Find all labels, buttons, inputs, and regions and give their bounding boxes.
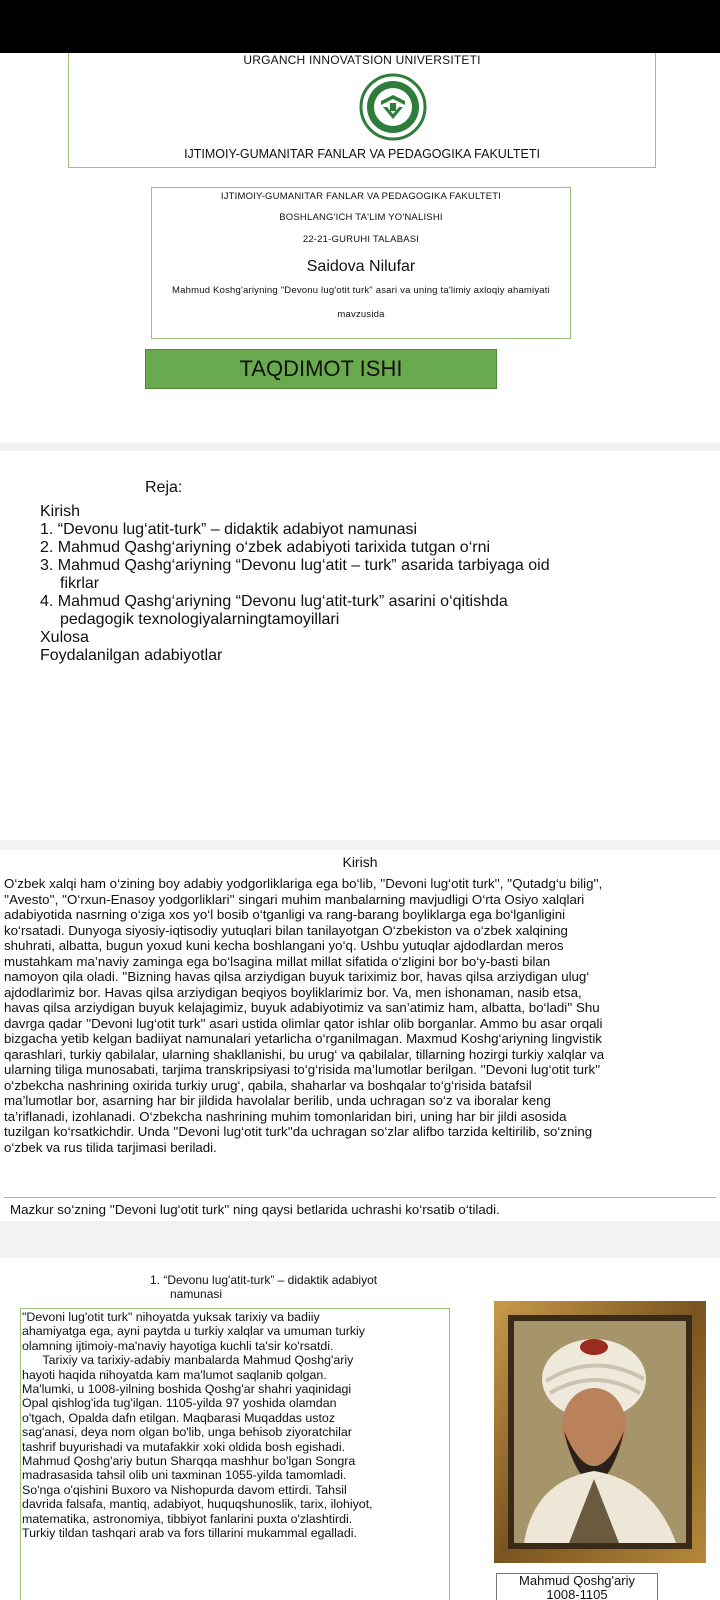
text-line: ajdodlarimiz bor. Havas qilsa arziydigan beqiyos boyliklarimiz bor. Va, men ishonaman, nasib etsa, [4, 984, 582, 1000]
caption-name: Mahmud Qoshg'ariy [519, 1573, 635, 1588]
text-line: davrga qadar ''Devoni lug‘otit turk'' asari ustida olimlar qator ishlar olib borganlar. Ammo bu asar orqali [4, 1015, 603, 1031]
list-item: Kirish [40, 503, 81, 520]
faculty-small: IJTIMOIY-GUMANITAR FANLAR VA PEDAGOGIKA FAKULTETI [220, 191, 502, 202]
university-name: URGANCH INNOVATSION UNIVERSITETI [243, 53, 481, 67]
direction: BOSHLANG'ICH TA'LIM YO'NALISHI [279, 212, 443, 223]
text-line: Tarixiy va tarixiy-adabiy manbalarda Mahmud Qoshg'ariy [22, 1353, 354, 1368]
text-line: tuzilgan ko‘rsatkichdir. Unda ''Devoni lug‘otit turk''da uchragan so‘zlar alifbo tarzida keltirilib, so‘zning [4, 1124, 593, 1139]
text-line: madrasasida tahsil olib uni taxminan 1055-yilda tamomladi. [22, 1468, 347, 1483]
text-line: namoyon qila oladi. ''Bizning havas qilsa arziydigan buyuk tariximiz bor, havas qilsa arziydigan ulug‘ [4, 969, 590, 984]
text-line: adabiyotida nasrning o‘ziga xos yo‘l bosib o‘tganligi va rang-barang boyliklarga ega bo‘lganligini [4, 907, 566, 922]
intro-last-line: Mazkur so‘zning ''Devoni lug‘otit turk'' ning qaysi betlarida uchrashi ko‘rsatib o‘tiladi. [10, 1202, 500, 1217]
section-heading-line-2: namunasi [170, 1287, 223, 1301]
text-line: ma’lumotlar bor, asarning har bir jildida havolalar berilib, unda uchragan so‘z va iboralar keng [4, 1093, 551, 1108]
faculty-name: IJTIMOIY-GUMANITAR FANLAR VA PEDAGOGIKA FAKULTETI [184, 147, 540, 161]
topic-line-2: mavzusida [337, 309, 385, 320]
slide-plan [0, 451, 720, 840]
section-heading [150, 1273, 450, 1301]
list-item: fikrlar [60, 575, 100, 592]
portrait-caption [496, 1573, 658, 1600]
list-item: pedagogik texnologiyalarningtamoyillari [60, 611, 340, 628]
student-name: Saidova Nilufar [306, 258, 416, 275]
slide-introduction [0, 850, 720, 1221]
text-line: "Devoni lug'otit turk" nihoyatda yuksak tarixiy va badiiy [22, 1310, 320, 1324]
text-line: davrida falsafa, mantiq, adabiyot, huquqshunoslik, tarix, ilohiyot, [22, 1497, 373, 1512]
text-line: shuhrati, albatta, bugun yoxud kuni kecha boshlangani yo‘q. Ushbu yutuqlar ajdodlardan meros [4, 938, 564, 953]
text-line: ko‘rsatadi. Dunyoga siyosiy-iqtisodiy yutuqlari bilan tanilayotgan O‘zbekiston va o‘zbek xalqining [4, 922, 568, 938]
intro-title: Kirish [342, 854, 378, 870]
list-item: 3. Mahmud Qashg‘ariyning “Devonu lug‘atit – turk” asarida tarbiyaga oid [40, 557, 550, 574]
intro-body [4, 876, 716, 1155]
text-line: bizgacha yetib kelgan badiiyat namunalari yetarlicha o‘rganilmagan. Maxmud Koshg‘ariyning lingvistik [4, 1031, 602, 1046]
caption-years: 1008-1105 [546, 1587, 608, 1600]
text-line: olamning ijtimoiy-ma'naviy hayotiga kuchli ta'sir ko'rsatdi. [22, 1338, 334, 1353]
university-logo-icon [359, 73, 427, 141]
text-line: ahamiyatga ega, ayni paytda u turkiy xalqlar va umuman turkiy [22, 1324, 365, 1339]
portrait-image [494, 1301, 706, 1563]
list-item: Xulosa [40, 629, 89, 646]
text-line: o'tgach, Opalda dafn etilgan. Maqbarasi Muqaddas ustoz [22, 1410, 336, 1425]
text-line: o‘zbekcha nashrining oxirida turkiy urug‘, qabila, shaharlar va boshqalar to‘g‘risida batafsil [4, 1077, 532, 1093]
text-line: So'nga o'qishini Buxoro va Nishopurda davom ettirdi. Tahsil [22, 1482, 347, 1497]
student-info-frame [151, 187, 571, 339]
presentation-title-button[interactable]: TAQDIMOT ISHI [145, 349, 497, 389]
slide-didactic [0, 1258, 720, 1600]
text-line: havas qilsa arziydigan buyuk kelajagimiz, buyuk adabiyotimiz va san’atimiz ham, albatta, bo‘ladi'' Shu [4, 1000, 600, 1015]
text-line: O‘zbek xalqi ham o‘zining boy adabiy yodgorliklariga ega bo‘lib, ''Devoni lug‘otit turk'', ''Qutadg‘u bilig'', [4, 876, 603, 891]
text-line: ta’riflanadi, izohlanadi. O‘zbekcha nashrining muhim tomonlaridan biri, uning har bir jildi asosida [4, 1108, 567, 1124]
topic-line-1: Mahmud Koshg'ariyning "Devonu lug'otit turk" asari va uning ta'limiy axloqiy ahamiyati [172, 285, 550, 296]
text-line: tashrif buyurishadi va mutafakkir xoki oldida bosh egishadi. [22, 1439, 346, 1454]
text-line: qarashlari, turkiy qabilalar, ularning shakllanishi, bu urug‘ va qabilalar, tillarning hozirgi turkiy xalqlar va [4, 1046, 605, 1062]
text-line: Turkiy tildan tashqari arab va fors tillarini mukammal egalladi. [22, 1526, 357, 1541]
group: 22-21-GURUHI TALABASI [302, 234, 420, 245]
slide-title [0, 53, 720, 443]
list-item: 1. “Devonu lug‘atit-turk” – didaktik adabiyot namunasi [40, 521, 418, 538]
text-line: mustahkam ma’naviy zaminga ega bo‘lsagina millat millat sifatida o‘zligini bor bo‘y-basti bilan [4, 953, 551, 969]
text-line: sag'anasi, deya nom olgan bo'lib, unga behisob ziyoratchilar [22, 1425, 352, 1440]
text-line: hayoti haqida nihoyatda kam ma'lumot saqlanib qolgan. [22, 1367, 327, 1382]
list-item: Foydalanilgan adabiyotlar [40, 647, 223, 664]
section-body [22, 1310, 462, 1541]
text-line: Opal qishlog'ida tug'ilgan. 1105-yilda 97 yoshida olamdan [22, 1396, 337, 1411]
plan-heading: Reja: [145, 479, 183, 496]
text-line: ularning tiliga munosabati, tarjima transkripsiyasi to‘g‘risida ma’lumotlar berilgan. ''Devoni lug‘otit turk'' [4, 1062, 601, 1077]
text-line: ''Avesto'', ''O‘rxun-Enasoy yodgorliklari'' singari muhim manbalarning mavjudligi O‘rta Osiyo xalqlari [4, 891, 585, 907]
text-line: o‘zbek va rus tilida tarjimasi beriladi. [4, 1139, 217, 1155]
list-item: 2. Mahmud Qashg‘ariyning o‘zbek adabiyoti tarixida tutgan o‘rni [40, 539, 491, 556]
status-bar [0, 0, 720, 53]
section-heading-line-1: 1. “Devonu lug'atit-turk” – didaktik adabiyot [150, 1273, 378, 1287]
header-frame [68, 53, 656, 168]
text-line: Mahmud Qoshg'ariy butun Sharqqa mashhur bo'lgan Songra [22, 1454, 356, 1469]
text-line: Ma'lumki, u 1008-yilning boshida Qoshg'ar shahri yaqinidagi [22, 1382, 352, 1397]
plan-list [40, 503, 680, 665]
text-line: matematika, astronomiya, tibbiyot fanlarini puxta o'zlashtirdi. [22, 1511, 353, 1526]
divider [4, 1197, 716, 1198]
list-item: 4. Mahmud Qashg‘ariyning “Devonu lug‘atit-turk” asarini o‘qitishda [40, 593, 508, 610]
